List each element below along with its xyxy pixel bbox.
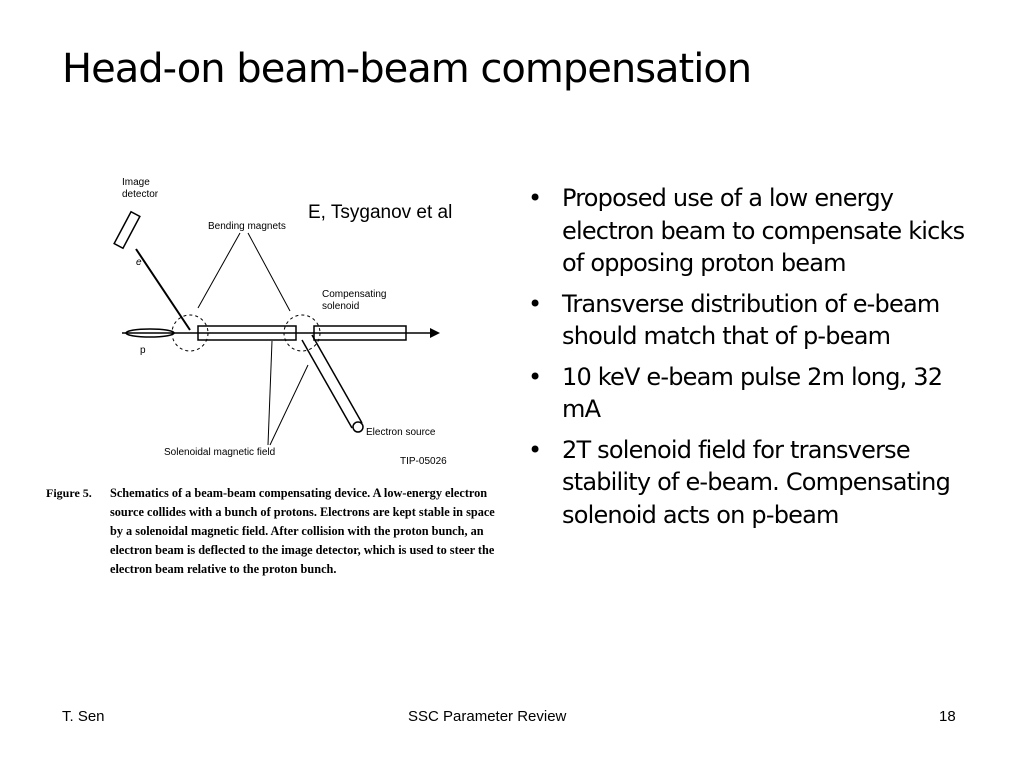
label-electron-source: Electron source	[366, 427, 436, 438]
bullet-list	[524, 182, 974, 539]
label-solenoidal-field: Solenoidal magnetic field	[164, 447, 276, 458]
electron-return-path	[136, 249, 190, 330]
bullet-item	[524, 288, 974, 353]
footer-title: SSC Parameter Review	[408, 708, 567, 725]
label-image: Image	[122, 177, 150, 188]
electron-tube-edge-1	[302, 340, 352, 428]
figure-credit: E, Tsyganov et al	[308, 202, 453, 223]
bullet-dot: •	[528, 184, 542, 212]
label-tip-code: TIP-05026	[400, 456, 447, 467]
label-detector: detector	[122, 189, 159, 200]
figure-caption: Schematics of a beam-beam compensating device. A low-energy electron source collides with a bunch of protons. Electrons are kept stable in space by a solenoidal magnetic field. After collision with the proton bunch, an electron beam is deflected to the image detector, which is used to steer the electron beam relative to the proton bunch.	[110, 486, 495, 576]
bending-arrow-left	[198, 233, 240, 308]
beam-arrowhead	[430, 328, 440, 338]
bending-arrow-right	[248, 233, 290, 311]
bullet-dot: •	[528, 435, 542, 464]
bullet-text: Transverse distribution of e-beam should match that of p-beam	[562, 289, 940, 350]
bullet-dot: •	[528, 289, 542, 318]
bullet-text: Proposed use of a low energy electron beam to compensate kicks of opposing proton beam	[562, 184, 965, 277]
bullet-dot: •	[528, 362, 542, 391]
label-e: e	[136, 257, 142, 268]
slide-title: Head-on beam-beam compensation	[62, 46, 752, 92]
bullet-item	[524, 361, 974, 426]
bullet-item	[524, 182, 974, 280]
electron-source	[353, 422, 363, 432]
field-arrow-2	[270, 365, 308, 445]
label-solenoid: solenoid	[322, 301, 360, 312]
footer-author: T. Sen	[62, 708, 105, 725]
footer-page-number: 18	[939, 708, 956, 725]
field-arrow-1	[268, 341, 272, 445]
electron-tube-edge-2	[312, 335, 362, 423]
bullet-text: 10 keV e-beam pulse 2m long, 32 mA	[562, 362, 943, 423]
label-bending-magnets: Bending magnets	[208, 221, 286, 232]
label-p: p	[140, 345, 146, 356]
label-compensating: Compensating	[322, 289, 387, 300]
figure-number: Figure 5.	[46, 486, 92, 500]
bullet-text: 2T solenoid field for transverse stability of e-beam. Compensating solenoid acts on p-beam	[562, 435, 950, 529]
image-detector-shape	[114, 212, 140, 248]
bullet-item	[524, 434, 974, 532]
